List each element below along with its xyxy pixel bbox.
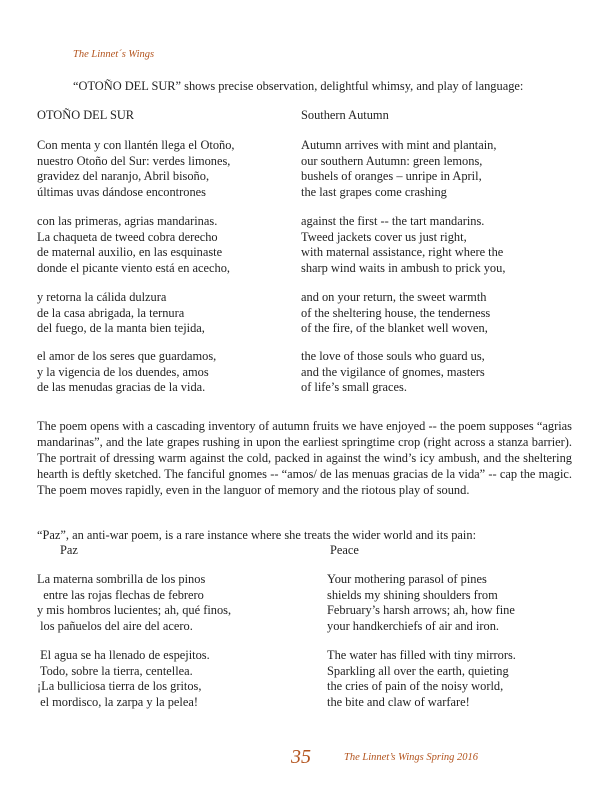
page-number: 35 [291, 746, 311, 768]
intro-paz: “Paz”, an anti-war poem, is a rare instance where she treats the wider world and its pain: [37, 528, 477, 542]
poem1-stanza-en-4: the love of those souls who guard us, and the vigilance of gnomes, masters of life’s small graces. [301, 349, 485, 395]
intro-otono: “OTOÑO DEL SUR” shows precise observation, delightful whimsy, and play of language: [73, 79, 524, 93]
running-header: The Linnet´s Wings [73, 49, 155, 60]
poem2-stanza-en-1: Your mothering parasol of pines shields my shining shoulders from February’s harsh arrows; ah, how fine your handkerchiefs of air and iron. [327, 572, 515, 633]
poem2-stanza-es-2: El agua se ha llenado de espejitos. Todo, sobre la tierra, centellea. ¡La bulliciosa tierra de los gritos, el mordisco, la zarpa y la pelea! [37, 648, 210, 709]
poem1-title-en: Southern Autumn [301, 108, 389, 122]
poem1-stanza-en-2: against the first -- the tart mandarins. Tweed jackets cover us just right, with maternal assistance, right where the sharp wind waits in ambush to prick you, [301, 214, 506, 275]
poem1-title-es: OTOÑO DEL SUR [37, 108, 135, 122]
poem1-stanza-en-1: Autumn arrives with mint and plantain, our southern Autumn: green lemons, bushels of oranges – unripe in April, the last grapes come crashing [301, 138, 497, 199]
poem1-stanza-es-1: Con menta y con llantén llega el Otoño, nuestro Otoño del Sur: verdes limones, gravidez del naranjo, Abril bisoño, últimas uvas dándose encontrones [37, 138, 235, 199]
poem1-stanza-es-4: el amor de los seres que guardamos, y la vigencia de los duendes, amos de las menudas gracias de la vida. [37, 349, 217, 395]
poem2-stanza-en-2: The water has filled with tiny mirrors. Sparkling all over the earth, quieting the cries of pain of the noisy world, the bite and claw of warfare! [327, 648, 516, 709]
commentary-paragraph: The poem opens with a cascading inventory of autumn fruits we have enjoyed -- the poem supposes “agrias mandarinas”, and the late grapes rushing in upon the earliest springtime crop (right across a stanza barrier). The portrait of dressing warm against the cold, packed in against the wind’s icy ambush, and the sheltering hearth is deftly sketched. The fanciful gnomes -- “amos/ de las menuas gracias de la vida” -- cap the magic. The poem moves rapidly, even in the languor of memory and the riotous play of sound. [37, 419, 572, 497]
poem2-title-es: Paz [60, 543, 78, 557]
poem1-stanza-es-2: con las primeras, agrias mandarinas. La chaqueta de tweed cobra derecho de maternal auxilio, en las esquinaste donde el picante viento está en acecho, [37, 214, 230, 275]
poem2-stanza-es-1: La materna sombrilla de los pinos entre las rojas flechas de febrero y mis hombros lucientes; ah, qué finos, los pañuelos del aire del acero. [37, 572, 232, 633]
poem2-title-en: Peace [330, 543, 359, 557]
footer-journal-title: The Linnet’s Wings Spring 2016 [344, 752, 478, 763]
poem1-stanza-en-3: and on your return, the sweet warmth of the sheltering house, the tenderness of the fire, of the blanket well woven, [301, 290, 491, 336]
poem1-stanza-es-3: y retorna la cálida dulzura de la casa abrigada, la ternura del fuego, de la manta bien tejida, [37, 290, 205, 336]
